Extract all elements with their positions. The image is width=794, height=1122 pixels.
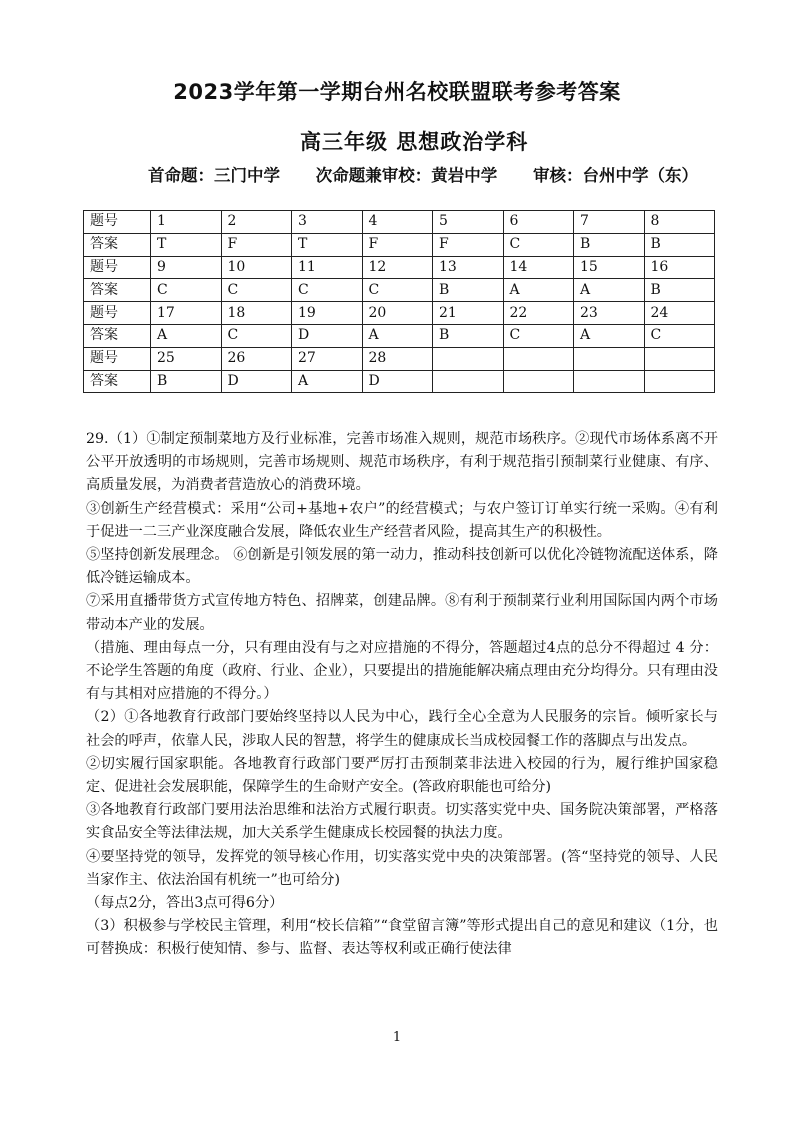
question-number-cell: 10	[221, 256, 292, 279]
answer-cell: C	[503, 324, 574, 347]
answer-cell: B	[644, 233, 715, 256]
explanation-paragraph: （3）积极参与学校民主管理，利用“校长信箱”“食堂留言簿”等形式提出自己的意见和建议（1分，也可替换成：积极行使知情、参与、监督、表达等权利或正确行使法律	[86, 918, 718, 958]
question-number-row	[84, 302, 715, 325]
answer-cell: A	[292, 370, 363, 393]
answer-cell: B	[433, 279, 504, 302]
answer-cell: A	[574, 279, 645, 302]
answer-cell: C	[221, 279, 292, 302]
question-number-cell: 16	[644, 256, 715, 279]
answer-row	[84, 233, 715, 256]
second-setter: 次命题兼审校：黄岩中学	[315, 166, 498, 185]
question-number-cell: 18	[221, 302, 292, 325]
question-number-cell	[433, 347, 504, 370]
question-number-cell: 11	[292, 256, 363, 279]
first-setter: 首命题：三门中学	[148, 166, 280, 185]
answer-table	[83, 210, 715, 393]
question-number-cell: 1	[151, 211, 222, 234]
answer-cell: C	[151, 279, 222, 302]
answer-cell: B	[574, 233, 645, 256]
explanation-paragraph: ②切实履行国家职能。各地教育行政部门要严厉打击预制菜非法进入校园的行为，履行维护国家稳定、促进社会发展职能，保障学生的生命财产安全。(答政府职能也可给分)	[86, 755, 718, 796]
answer-cell: A	[362, 324, 433, 347]
answer-cell: C	[503, 233, 574, 256]
explanation-paragraph: ③各地教育行政部门要用法治思维和法治方式履行职责。切实落实党中央、国务院决策部署，严格落实食品安全等法律法规，加大关系学生健康成长校园餐的执法力度。	[86, 802, 718, 842]
question-number-cell: 5	[433, 211, 504, 234]
question-number-cell: 6	[503, 211, 574, 234]
question-number-cell: 23	[574, 302, 645, 325]
row-header-cell: 答案	[84, 233, 151, 256]
answer-cell: A	[151, 324, 222, 347]
question-number-cell: 20	[362, 302, 433, 325]
question-number-cell: 9	[151, 256, 222, 279]
question-number-cell: 26	[221, 347, 292, 370]
question-number-row	[84, 347, 715, 370]
question-number-cell: 22	[503, 302, 574, 325]
answer-cell: T	[292, 233, 363, 256]
answer-cell: C	[221, 324, 292, 347]
question-number-cell: 12	[362, 256, 433, 279]
explanation-paragraph: ③创新生产经营模式：采用“公司+基地+农户”的经营模式；与农户签订订单实行统一采购。④有利于促进一二三产业深度融合发展，降低农业生产经营者风险，提高其生产的积极性。	[86, 500, 718, 540]
explanation-paragraph: ⑦采用直播带货方式宣传地方特色、招牌菜，创建品牌。⑧有利于预制菜行业利用国际国内两个市场带动本产业的发展。	[86, 593, 718, 633]
row-header-cell: 答案	[84, 324, 151, 347]
row-header-cell: 题号	[84, 256, 151, 279]
question-number-cell: 25	[151, 347, 222, 370]
question-number-cell: 17	[151, 302, 222, 325]
question-number-cell: 19	[292, 302, 363, 325]
question-number-cell	[574, 347, 645, 370]
explanation-paragraph: （每点2分，答出3点可得6分）	[86, 895, 284, 912]
question-number-cell: 21	[433, 302, 504, 325]
answer-cell: D	[362, 370, 433, 393]
answer-cell	[574, 370, 645, 393]
answer-explanations	[86, 428, 718, 962]
question-number-row	[84, 211, 715, 234]
answer-cell: D	[292, 324, 363, 347]
question-number-cell: 4	[362, 211, 433, 234]
explanation-paragraph: 29.（1）①制定预制菜地方及行业标准，完善市场准入规则，规范市场秩序。②现代市场体系离不开公平开放透明的市场规则，完善市场规则、规范市场秩序，有利于规范指引预制菜行业健康、有序、高质量发展，为消费者营造放心的消费环境。	[86, 431, 718, 494]
row-header-cell: 题号	[84, 211, 151, 234]
explanation-paragraph: ⑤坚持创新发展理念。 ⑥创新是引领发展的第一动力，推动科技创新可以优化冷链物流配送体系，降低冷链运输成本。	[86, 547, 718, 587]
answer-cell: D	[221, 370, 292, 393]
answer-cell: T	[151, 233, 222, 256]
explanation-paragraph: ④要坚持党的领导，发挥党的领导核心作用，切实落实党中央的决策部署。(答“坚持党的领导、人民当家作主、依法治国有机统一”也可给分)	[86, 848, 718, 888]
answer-cell	[503, 370, 574, 393]
question-number-row	[84, 256, 715, 279]
answer-cell: B	[433, 324, 504, 347]
question-number-cell	[644, 347, 715, 370]
document-title: 2023学年第一学期台州名校联盟联考参考答案	[173, 80, 621, 104]
reviewer: 审核：台州中学（东）	[533, 166, 698, 185]
answer-row	[84, 370, 715, 393]
question-number-cell: 3	[292, 211, 363, 234]
row-header-cell: 题号	[84, 302, 151, 325]
answer-cell: C	[362, 279, 433, 302]
question-number-cell: 27	[292, 347, 363, 370]
answer-cell: F	[433, 233, 504, 256]
question-number-cell: 28	[362, 347, 433, 370]
question-number-cell: 2	[221, 211, 292, 234]
question-number-cell: 7	[574, 211, 645, 234]
question-number-cell: 24	[644, 302, 715, 325]
answer-cell: F	[362, 233, 433, 256]
question-number-cell: 15	[574, 256, 645, 279]
answer-row	[84, 279, 715, 302]
explanation-paragraph: （措施、理由每点一分，只有理由没有与之对应措施的不得分，答题超过4点的总分不得超过 4 分：不论学生答题的角度（政府、行业、企业），只要提出的措施能解决痛点理由充分均得分。只有理由没有与其相对应措施的不得分。）	[86, 639, 718, 703]
answer-cell: B	[644, 279, 715, 302]
question-number-cell: 13	[433, 256, 504, 279]
explanation-paragraph: （2）①各地教育行政部门要始终坚持以人民为中心，践行全心全意为人民服务的宗旨。倾听家长与社会的呼声，依靠人民，涉取人民的智慧，将学生的健康成长当成校园餐工作的落脚点与出发点。	[86, 709, 718, 749]
page-number: 1	[392, 1030, 402, 1045]
question-number-cell: 14	[503, 256, 574, 279]
answer-cell	[644, 370, 715, 393]
answer-cell: A	[503, 279, 574, 302]
answer-row	[84, 324, 715, 347]
document-subtitle: 高三年级 思想政治学科	[300, 130, 529, 154]
question-setters	[148, 162, 748, 186]
row-header-cell: 题号	[84, 347, 151, 370]
answer-cell: B	[151, 370, 222, 393]
question-number-cell: 8	[644, 211, 715, 234]
answer-cell: A	[574, 324, 645, 347]
answer-cell: C	[292, 279, 363, 302]
row-header-cell: 答案	[84, 279, 151, 302]
answer-cell	[433, 370, 504, 393]
question-number-cell	[503, 347, 574, 370]
row-header-cell: 答案	[84, 370, 151, 393]
answer-cell: F	[221, 233, 292, 256]
answer-cell: C	[644, 324, 715, 347]
